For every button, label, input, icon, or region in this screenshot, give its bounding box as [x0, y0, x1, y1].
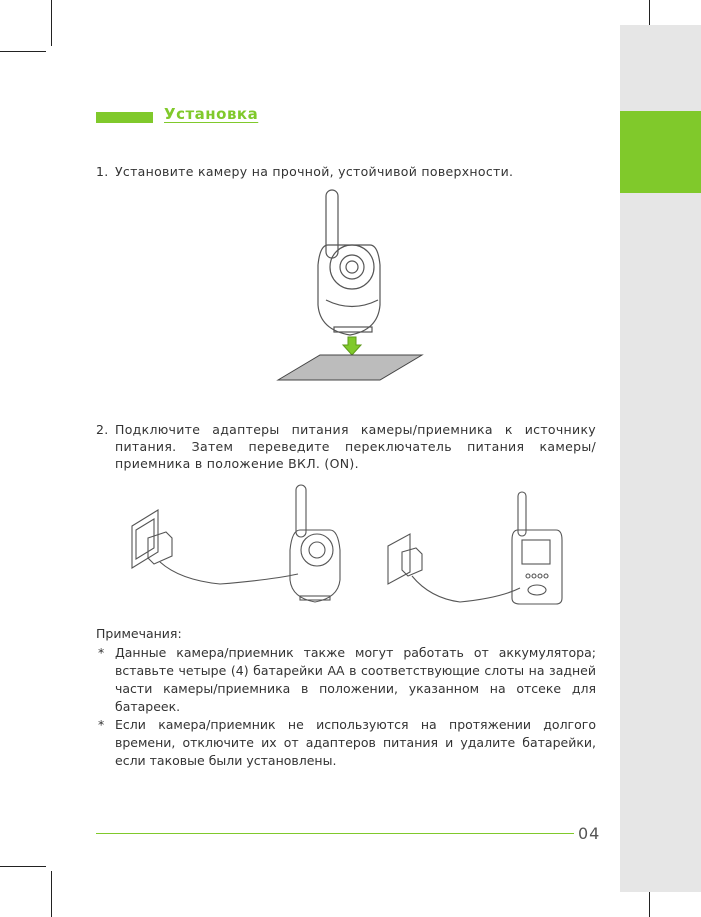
camera-antenna	[296, 485, 306, 537]
step-text: Установите камеру на прочной, устойчивой поверхности.	[115, 164, 514, 179]
crop-mark	[51, 0, 52, 46]
wall-outlet-right	[388, 534, 410, 584]
notes-section	[96, 625, 596, 770]
section-accent-bar	[96, 112, 153, 123]
note-item	[96, 716, 596, 770]
note-bullet: *	[98, 645, 105, 660]
surface-plate	[278, 355, 422, 380]
receiver-body	[512, 530, 562, 604]
power-adapter-left	[148, 532, 172, 564]
power-cable-left	[160, 562, 298, 584]
crop-mark	[0, 866, 46, 867]
step-1	[96, 163, 596, 180]
note-bullet: *	[98, 717, 105, 732]
notes-heading: Примечания:	[96, 626, 182, 641]
power-adapter-right	[402, 548, 422, 576]
crop-mark	[51, 871, 52, 917]
power-cable-right	[412, 576, 520, 602]
step-number: 1.	[96, 164, 109, 179]
crop-mark	[0, 51, 46, 52]
camera-body	[318, 245, 380, 335]
section-title: Установка	[164, 105, 259, 123]
step-2	[96, 421, 596, 472]
footer-divider	[96, 833, 574, 834]
camera-lens	[340, 255, 364, 279]
section-tab	[620, 111, 701, 193]
camera-on-surface-illustration	[270, 185, 430, 385]
down-arrow-icon	[343, 337, 361, 355]
note-text: Если камера/приемник не используются на протяжении долгого времени, отключите их от адаптеров питания и удалите батарейки, если таковые были установлены.	[115, 717, 596, 768]
power-connection-illustration	[120, 480, 570, 610]
note-item	[96, 644, 596, 716]
note-text: Данные камера/приемник также могут работать от аккумулятора; вставьте четыре (4) батарейки АА в соответствующие слоты на задней части камеры/приемника в положении, указанном на отсеке для батареек.	[115, 645, 596, 714]
step-number: 2.	[96, 422, 109, 437]
receiver-antenna	[518, 492, 526, 536]
camera-antenna	[326, 190, 338, 258]
page-number: 04	[578, 824, 601, 843]
step-text: Подключите адаптеры питания камеры/приемника к источнику питания. Затем переведите переключатель питания камеры/приемника в положение ВКЛ. (ON).	[115, 422, 596, 471]
camera-face	[330, 245, 374, 289]
receiver-screen	[522, 540, 550, 564]
